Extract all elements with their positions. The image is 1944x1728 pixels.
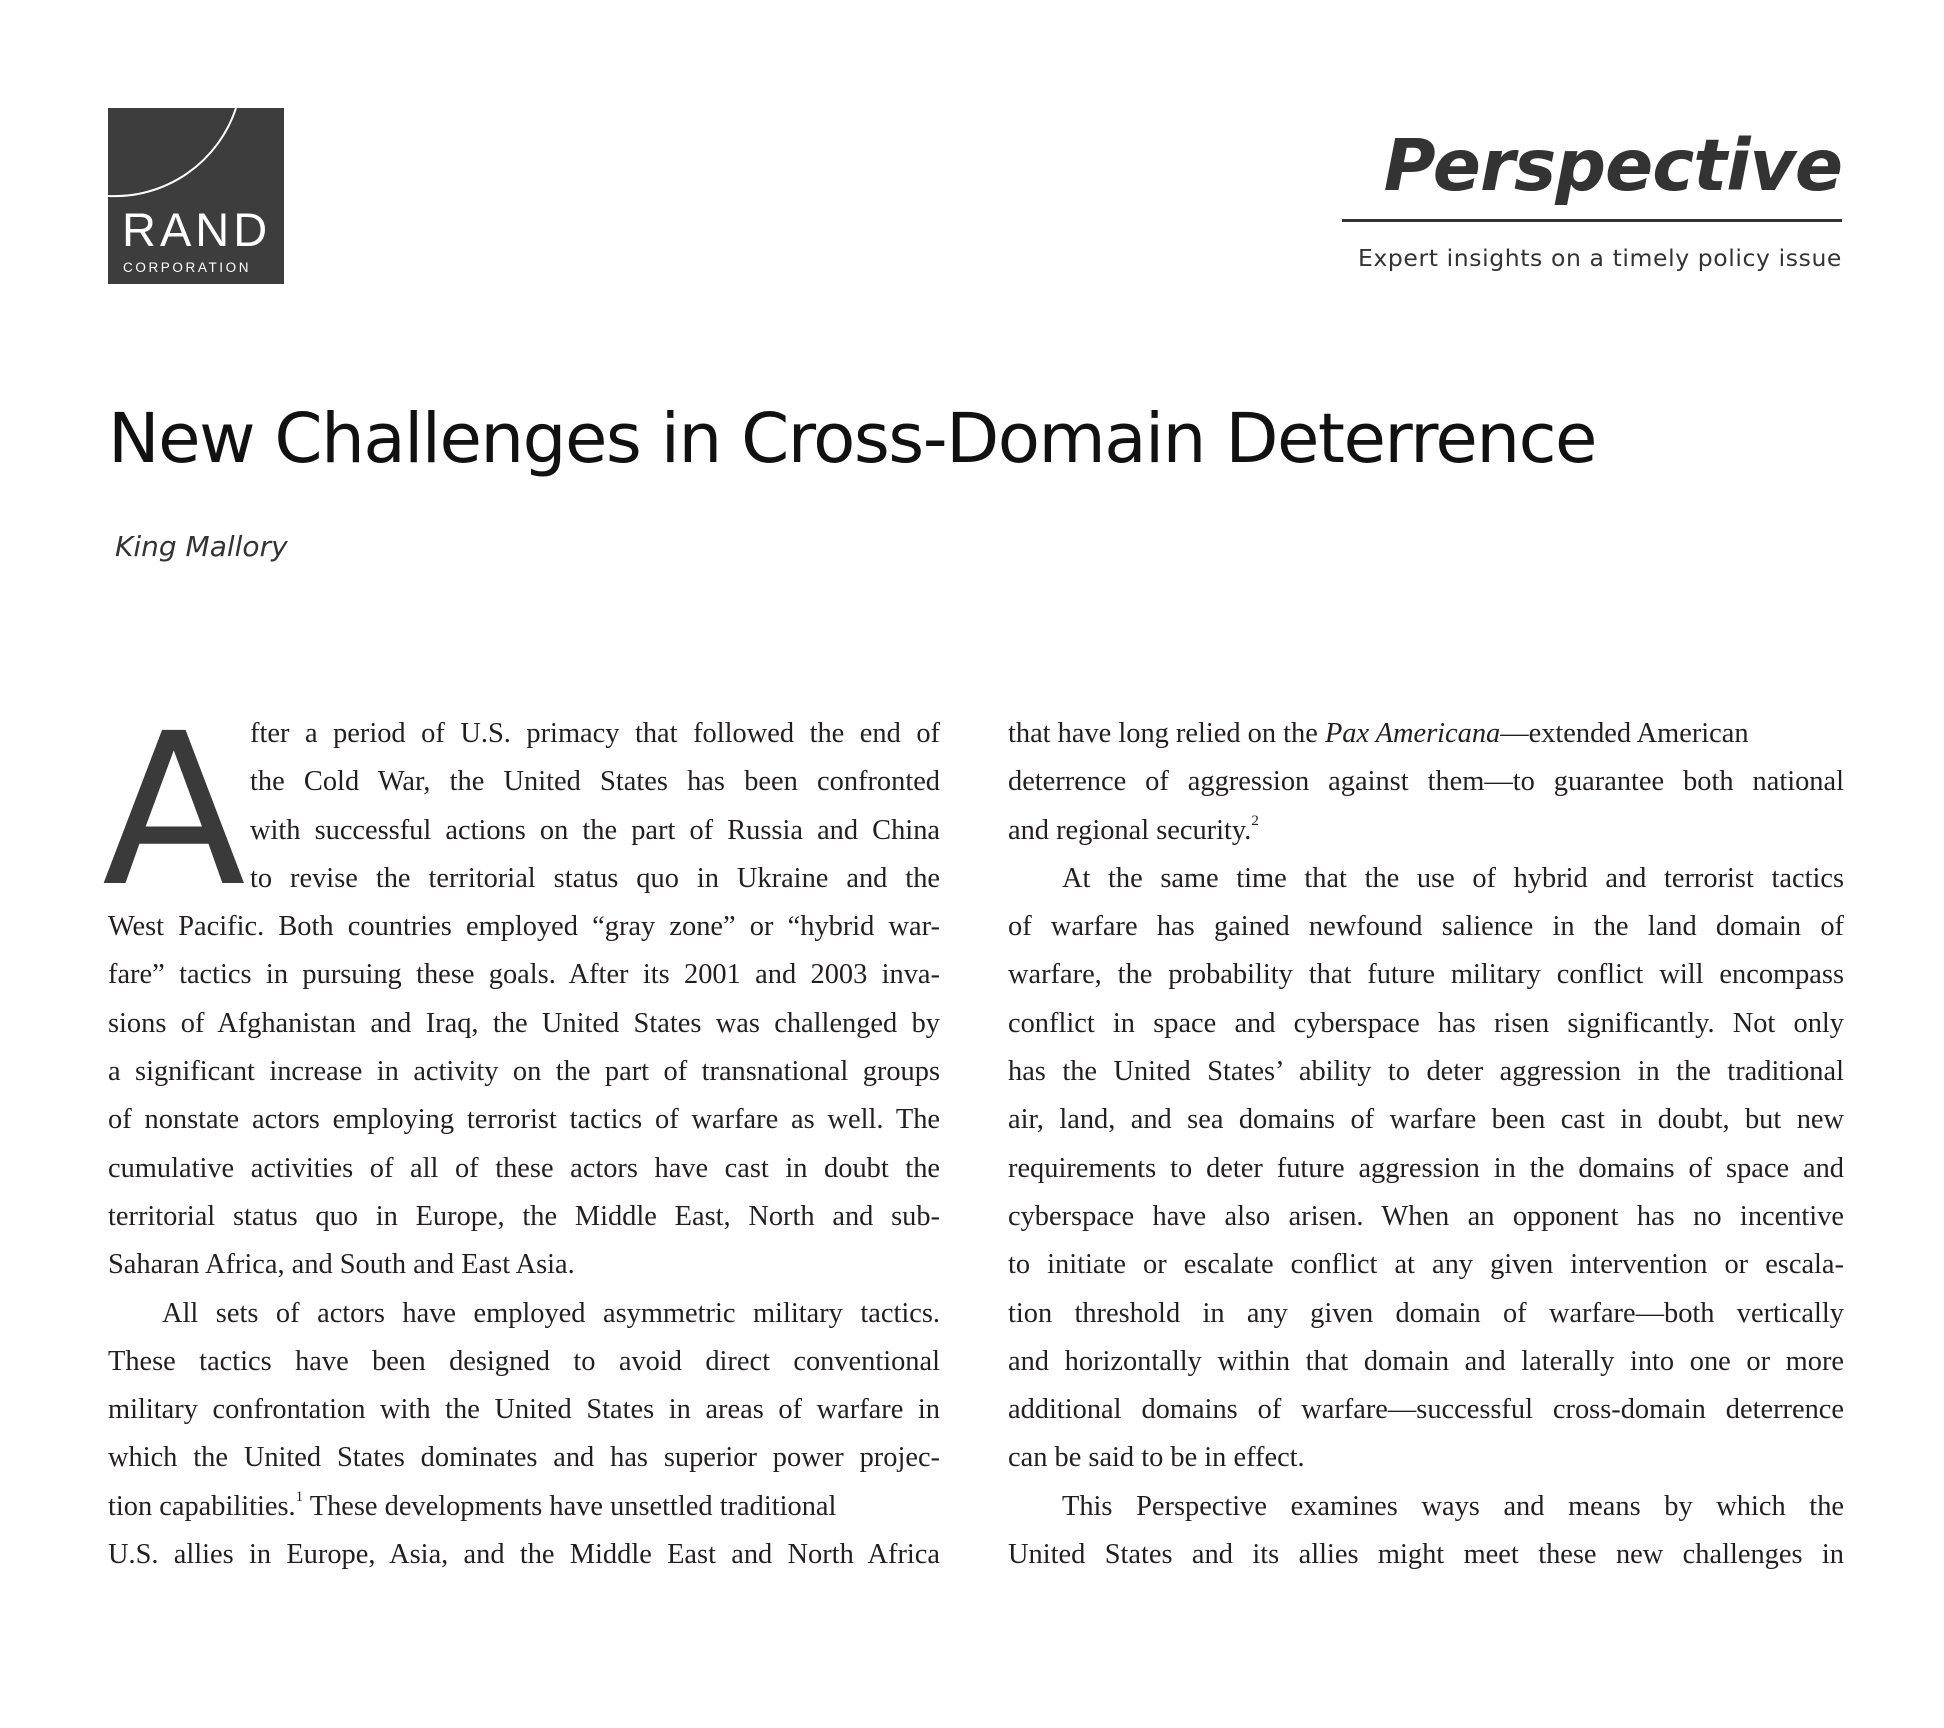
body-line: All sets of actors have employed asymmetric military tactics. — [162, 1297, 940, 1329]
footnote-marker: 2 — [1251, 812, 1259, 829]
logo-wordmark: RAND — [122, 203, 272, 256]
body-line: territorial status quo in Europe, the Middle East, North and sub- — [108, 1200, 940, 1232]
document-title: New Challenges in Cross-Domain Deterrence — [108, 399, 1597, 479]
body-line: requirements to deter future aggression in the domains of space and — [1008, 1152, 1844, 1184]
body-line: of warfare has gained newfound salience in the land domain of — [1008, 911, 1844, 943]
logo-arc-icon — [108, 108, 284, 284]
body-line — [1008, 710, 1844, 758]
series-title: Perspective — [1383, 124, 1842, 207]
masthead — [1342, 124, 1842, 272]
body-column-left — [102, 688, 940, 1579]
body-text: These developments have unsettled traditional — [303, 1490, 837, 1522]
body-line: cumulative activities of all of these actors have cast in doubt the — [108, 1152, 940, 1184]
body-line: warfare, the probability that future military conflict will encompass — [1008, 959, 1844, 991]
body-line: This Perspective examines ways and means by which the — [1062, 1490, 1844, 1522]
body-line: military confrontation with the United States in areas of warfare in — [108, 1394, 940, 1426]
footnote-marker: 1 — [295, 1488, 304, 1505]
body-line: the Cold War, the United States has been confronted — [250, 766, 940, 798]
series-tagline: Expert insights on a timely policy issue — [1357, 244, 1842, 272]
body-line: fter a period of U.S. primacy that followed the end of — [250, 718, 940, 749]
body-line — [108, 1483, 940, 1531]
body-line: United States and its allies might meet these new challenges in — [1008, 1539, 1844, 1571]
author-name: King Mallory — [115, 530, 288, 563]
body-line: fare” tactics in pursuing these goals. After its 2001 and 2003 inva- — [108, 959, 940, 991]
body-text: that have long relied on the — [1008, 718, 1325, 749]
logo-subtitle: CORPORATION — [123, 260, 252, 275]
body-line: deterrence of aggression against them—to guarantee both national — [1008, 766, 1844, 798]
body-line: At the same time that the use of hybrid and terrorist tactics — [1062, 862, 1844, 894]
emphasis-text: Pax Americana — [1324, 718, 1501, 749]
body-text: and regional security. — [1008, 814, 1252, 846]
masthead-divider — [1342, 219, 1842, 222]
body-line: sions of Afghanistan and Iraq, the United States was challenged by — [108, 1007, 940, 1039]
body-line: tion threshold in any given domain of warfare—both vertically — [1008, 1297, 1844, 1329]
body-line: a significant increase in activity on the part of transnational groups — [108, 1056, 940, 1088]
body-text: —extended American — [1500, 718, 1749, 749]
body-line: to revise the territorial status quo in Ukraine and the — [250, 862, 940, 894]
body-line: West Pacific. Both countries employed “gray zone” or “hybrid war- — [108, 911, 940, 943]
body-line: cyberspace have also arisen. When an opponent has no incentive — [1008, 1200, 1844, 1232]
rand-logo — [108, 108, 284, 284]
body-line: with successful actions on the part of Russia and China — [250, 814, 940, 846]
body-line: can be said to be in effect. — [1008, 1442, 1305, 1474]
body-line: to initiate or escalate conflict at any given intervention or escala- — [1008, 1249, 1844, 1281]
body-text: tion capabilities. — [108, 1490, 296, 1522]
body-line: air, land, and sea domains of warfare been cast in doubt, but new — [1008, 1104, 1844, 1136]
body-line: Saharan Africa, and South and East Asia. — [108, 1249, 575, 1281]
body-line: U.S. allies in Europe, Asia, and the Middle East and North Africa — [108, 1539, 940, 1571]
body-line: has the United States’ ability to deter aggression in the traditional — [1008, 1056, 1844, 1088]
body-line: of nonstate actors employing terrorist tactics of warfare as well. The — [108, 1104, 940, 1136]
body-line: conflict in space and cyberspace has risen significantly. Not only — [1008, 1007, 1844, 1039]
body-line: These tactics have been designed to avoid direct conventional — [108, 1345, 940, 1377]
drop-cap: A — [102, 688, 246, 933]
body-column-right — [1008, 710, 1844, 1579]
body-line: additional domains of warfare—successful cross-domain deterrence — [1008, 1394, 1844, 1426]
body-line: which the United States dominates and has superior power projec- — [108, 1442, 940, 1474]
body-line — [1008, 807, 1844, 855]
body-line: and horizontally within that domain and laterally into one or more — [1008, 1345, 1844, 1377]
